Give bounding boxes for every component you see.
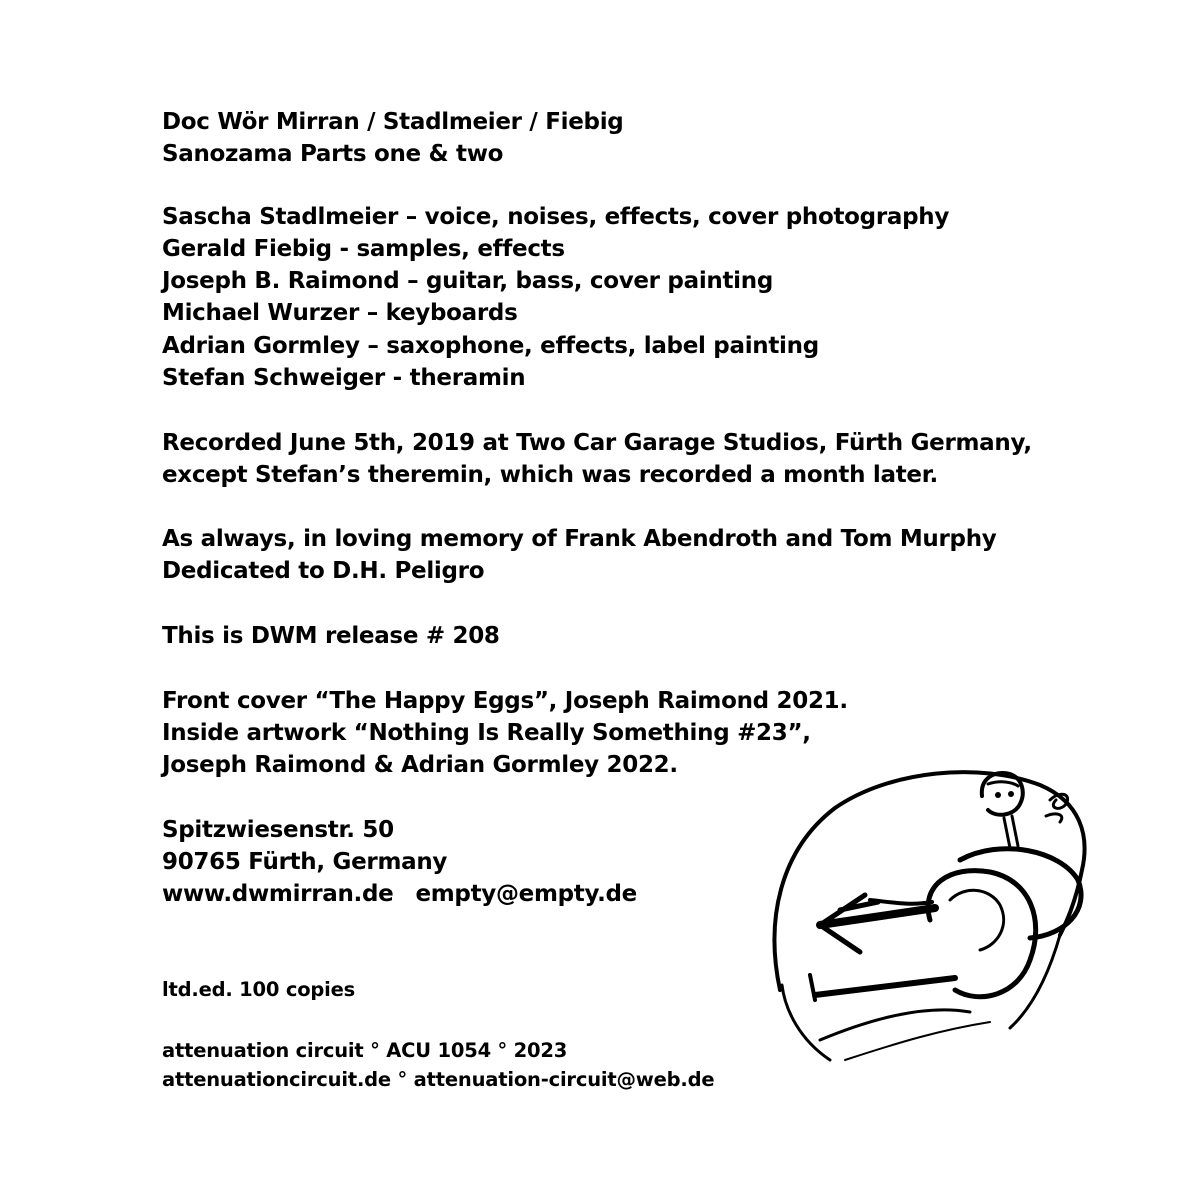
label-line: attenuation circuit ° ACU 1054 ° 2023 (162, 1039, 568, 1062)
artists-line: Doc Wör Mirran / Stadlmeier / Fiebig (162, 109, 624, 135)
credit-line: Sascha Stadlmeier – voice, noises, effects, cover photography (162, 204, 950, 230)
recording-line: except Stefan’s theremin, which was recorded a month later. (162, 462, 938, 488)
credit-line: Adrian Gormley – saxophone, effects, label painting (162, 333, 819, 359)
edition-info: ltd.ed. 100 copies (162, 978, 356, 1001)
credit-line: Stefan Schweiger - theramin (162, 365, 526, 391)
credit-line: Joseph B. Raimond – guitar, bass, cover painting (162, 268, 773, 294)
artwork-line: Inside artwork “Nothing Is Really Something #23”, (162, 720, 811, 746)
credit-line: Michael Wurzer – keyboards (162, 300, 518, 326)
artwork-line: Front cover “The Happy Eggs”, Joseph Raimond 2021. (162, 688, 848, 714)
artwork-line: Joseph Raimond & Adrian Gormley 2022. (162, 752, 678, 778)
label-line: attenuationcircuit.de ° attenuation-circuit@web.de (162, 1068, 715, 1091)
album-title: Sanozama Parts one & two (162, 141, 504, 167)
recording-line: Recorded June 5th, 2019 at Two Car Garage Studios, Fürth Germany, (162, 430, 1032, 456)
dedication-line: Dedicated to D.H. Peligro (162, 558, 485, 584)
address-city: 90765 Fürth, Germany (162, 849, 448, 875)
address-street: Spitzwiesenstr. 50 (162, 817, 394, 843)
dedication-line: As always, in loving memory of Frank Abendroth and Tom Murphy (162, 526, 997, 552)
release-number: This is DWM release # 208 (162, 623, 500, 649)
website-link[interactable]: www.dwmirran.de (162, 881, 394, 907)
contact-line (162, 878, 637, 910)
credit-line: Gerald Fiebig - samples, effects (162, 236, 565, 262)
ink-drawing-illustration (760, 760, 1100, 1080)
email-link[interactable]: empty@empty.de (415, 881, 637, 907)
